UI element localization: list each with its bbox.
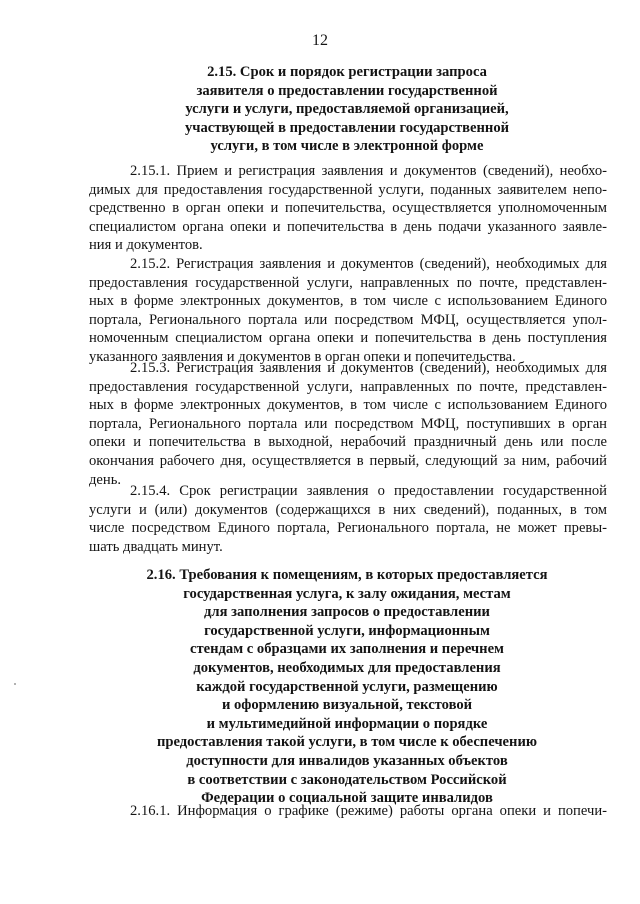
heading-line: каждой государственной услуги, размещению: [196, 678, 498, 695]
heading-line: и оформлению визуальной, текстовой: [221, 697, 473, 714]
heading-line: заявителя о предоставлении государственной: [196, 82, 498, 99]
heading-line: и мультимедийной информации о порядке: [206, 715, 488, 732]
heading-line: государственная услуга, к залу ожидания, местам: [183, 585, 511, 602]
paragraph-2-15-3: [89, 359, 607, 489]
paragraph-line: день.: [89, 471, 122, 488]
scan-speck: [14, 683, 16, 685]
heading-line: для заполнения запросов о предоставлении: [204, 604, 490, 621]
paragraph-line: 2.15.2. Регистрация заявления и документов (сведений), необходимых для: [130, 256, 607, 272]
paragraph-line: услуги и (или) документов (содержащихся в них сведений), поданных, в том: [89, 501, 607, 518]
paragraph-line: ния и документов.: [89, 237, 203, 254]
heading-line: 2.16. Требования к помещениям, в которых предоставляется: [146, 567, 548, 583]
paragraph-line: окончания рабочего дня, осуществляется в первый, следующий за ним, рабочий: [89, 452, 607, 469]
paragraph-line: специалистом органа опеки и попечительства в день подачи указанного заявле-: [89, 218, 607, 235]
paragraph-line: средственно в орган опеки и попечительства, осуществляется уполномоченным: [89, 200, 607, 217]
paragraph-line: портала, Регионального портала или посредством МФЦ, поступивших в орган: [89, 415, 607, 432]
section-heading-2-15: [0, 63, 640, 156]
page-number: 12: [312, 32, 328, 49]
paragraph-line: 2.15.4. Срок регистрации заявления о предоставлении государственной: [130, 483, 607, 499]
paragraph-2-16-1: [89, 802, 607, 821]
paragraph-line: ных в форме электронных документов, в том числе с использованием Единого: [89, 293, 607, 310]
paragraph-line: предоставления государственной услуги, направленных по почте, представлен-: [89, 378, 607, 395]
heading-line: Федерации о социальной защите инвалидов: [201, 790, 493, 807]
paragraph-line: ных в форме электронных документов, в том числе с использованием Единого: [89, 397, 607, 414]
paragraph-line: 2.15.3. Регистрация заявления и документов (сведений), необходимых для: [130, 360, 607, 376]
paragraph-line: предоставления государственной услуги, направленных по почте, представлен-: [89, 274, 607, 291]
heading-line: услуги и услуги, предоставляемой организацией,: [185, 101, 509, 118]
paragraph-line: числе посредством Единого портала, Регионального портала, не может превы-: [89, 520, 607, 537]
paragraph-line: портала, Регионального портала или посредством МФЦ, осуществляется упол-: [89, 311, 607, 328]
paragraph-line: номоченным специалистом органа опеки и попечительства в день поступления: [89, 330, 607, 347]
paragraph-line: димых для предоставления государственной услуги, поданных заявителем непо-: [89, 181, 607, 198]
section-heading-2-16: [0, 566, 640, 808]
heading-line: доступности для инвалидов указанных объектов: [186, 752, 508, 769]
paragraph-line: 2.16.1. Информация о графике (режиме) работы органа опеки и попечи-: [130, 803, 607, 819]
heading-line: услуги, в том числе в электронной форме: [210, 138, 484, 155]
paragraph-line: опеки и попечительства в выходной, нерабочий праздничный день или после: [89, 434, 607, 451]
heading-line: предоставления такой услуги, в том числе к обеспечению: [156, 734, 537, 751]
paragraph-line: шать двадцать минут.: [89, 538, 223, 555]
heading-line: государственной услуги, информационным: [204, 622, 490, 639]
heading-line: стендам с образцами их заполнения и перечнем: [189, 641, 504, 658]
paragraph-line: указанного заявления и документов в орган опеки и попечительства.: [89, 348, 516, 365]
paragraph-2-15-2: [89, 255, 607, 367]
heading-line: 2.15. Срок и порядок регистрации запроса: [207, 64, 487, 80]
heading-line: в соответствии с законодательством Российской: [187, 771, 507, 788]
paragraph-2-15-4: [89, 482, 607, 556]
heading-line: участвующей в предоставлении государственной: [184, 119, 510, 136]
heading-line: документов, необходимых для предоставления: [193, 659, 501, 676]
paragraph-line: 2.15.1. Прием и регистрация заявления и документов (сведений), необхо-: [130, 163, 607, 179]
paragraph-2-15-1: [89, 162, 607, 255]
